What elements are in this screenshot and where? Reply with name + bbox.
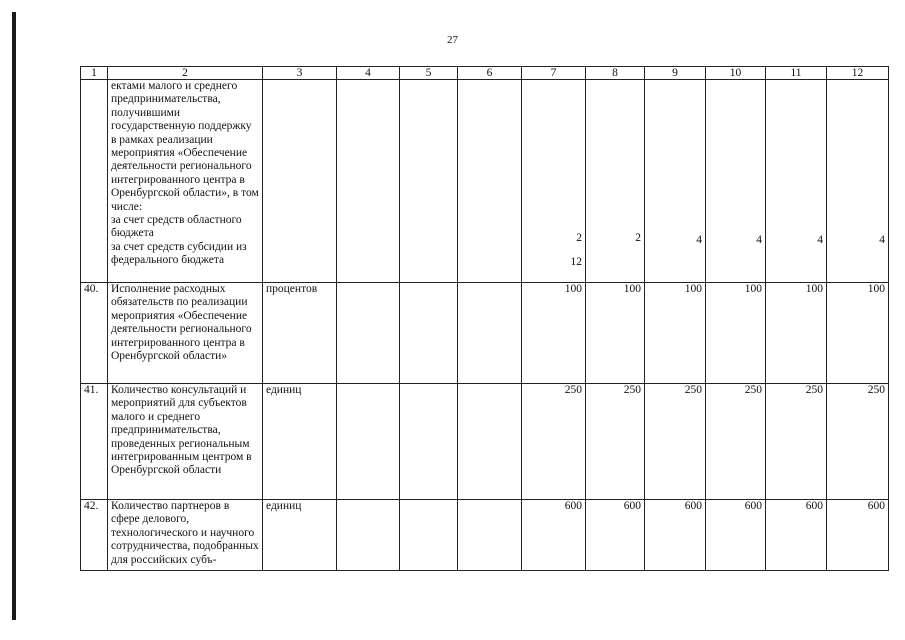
col-header-6: 6 xyxy=(458,67,522,80)
unit-cell: процентов xyxy=(263,283,337,384)
value-cell xyxy=(522,80,586,283)
sub-label-regional: за счет средств областного бюджета xyxy=(111,214,242,240)
value-cell: 600 xyxy=(766,500,827,571)
col-header-9: 9 xyxy=(645,67,706,80)
row-number: 40. xyxy=(81,283,108,384)
col-header-11: 11 xyxy=(766,67,827,80)
value-cell: 100 xyxy=(586,283,645,384)
value-cell: 600 xyxy=(522,500,586,571)
table-row xyxy=(81,283,889,384)
value-cell xyxy=(706,80,766,283)
unit-cell xyxy=(263,80,337,283)
indicator-text: Количество партнеров в сфере делового, технологического и научного сотрудничества, подобранных для российских субъ- xyxy=(108,500,263,571)
empty-cell xyxy=(458,283,522,384)
table-row xyxy=(81,384,889,500)
value-cell: 100 xyxy=(522,283,586,384)
indicator-text xyxy=(108,80,263,283)
indicator-text: Количество консультаций и мероприятий для субъектов малого и среднего предпринимательства, проведенных региональным интегрированным центром в Оренбургской области xyxy=(108,384,263,500)
col-header-1: 1 xyxy=(81,67,108,80)
empty-cell xyxy=(400,80,458,283)
scan-edge-bar xyxy=(12,12,16,620)
value-cell: 250 xyxy=(706,384,766,500)
value-cell: 250 xyxy=(522,384,586,500)
value-cell: 250 xyxy=(645,384,706,500)
indicator-table xyxy=(80,66,889,571)
value-cell: 100 xyxy=(766,283,827,384)
value-regional: 4 xyxy=(817,234,823,246)
col-header-8: 8 xyxy=(586,67,645,80)
unit-cell: единиц xyxy=(263,500,337,571)
unit-cell: единиц xyxy=(263,384,337,500)
indicator-text: Исполнение расходных обязательств по реализации мероприятия «Обеспечение деятельности регионального интегрированного центра в Оренбургской области» xyxy=(108,283,263,384)
value-cell: 600 xyxy=(645,500,706,571)
empty-cell xyxy=(400,384,458,500)
value-cell xyxy=(645,80,706,283)
value-regional: 4 xyxy=(696,234,702,246)
empty-cell xyxy=(337,500,400,571)
col-header-3: 3 xyxy=(263,67,337,80)
col-header-5: 5 xyxy=(400,67,458,80)
value-cell xyxy=(766,80,827,283)
row-number: 41. xyxy=(81,384,108,500)
header-row xyxy=(81,67,889,80)
empty-cell xyxy=(337,384,400,500)
row-number: 42. xyxy=(81,500,108,571)
col-header-4: 4 xyxy=(337,67,400,80)
sub-label-federal: за счет средств субсидии из федерального бюджета xyxy=(111,240,247,267)
value-regional: 2 xyxy=(635,232,641,244)
empty-cell xyxy=(337,80,400,283)
value-cell xyxy=(827,80,889,283)
table-row xyxy=(81,80,889,283)
value-cell: 250 xyxy=(586,384,645,500)
value-regional: 4 xyxy=(756,234,762,246)
value-cell xyxy=(586,80,645,283)
value-cell: 250 xyxy=(827,384,889,500)
value-cell: 600 xyxy=(827,500,889,571)
row-number xyxy=(81,80,108,283)
value-regional: 4 xyxy=(879,234,885,246)
empty-cell xyxy=(400,500,458,571)
indicator-description: ектами малого и среднего предпринимательства, получившими государственную поддержку в рамках реализации мероприятия «Обеспечение деятельности регионального интегрированного центра в Оренбургской области», в том числе: xyxy=(111,80,259,213)
col-header-12: 12 xyxy=(827,67,889,80)
value-cell: 250 xyxy=(766,384,827,500)
value-regional: 2 xyxy=(576,232,582,244)
col-header-10: 10 xyxy=(706,67,766,80)
value-cell: 100 xyxy=(645,283,706,384)
value-federal: 12 xyxy=(570,256,582,269)
value-cell: 600 xyxy=(706,500,766,571)
table-row xyxy=(81,500,889,571)
empty-cell xyxy=(400,283,458,384)
empty-cell xyxy=(458,384,522,500)
value-cell: 100 xyxy=(827,283,889,384)
value-cell: 100 xyxy=(706,283,766,384)
empty-cell xyxy=(458,500,522,571)
empty-cell xyxy=(458,80,522,283)
col-header-2: 2 xyxy=(108,67,263,80)
value-cell: 600 xyxy=(586,500,645,571)
col-header-7: 7 xyxy=(522,67,586,80)
page-number: 27 xyxy=(447,34,458,46)
empty-cell xyxy=(337,283,400,384)
